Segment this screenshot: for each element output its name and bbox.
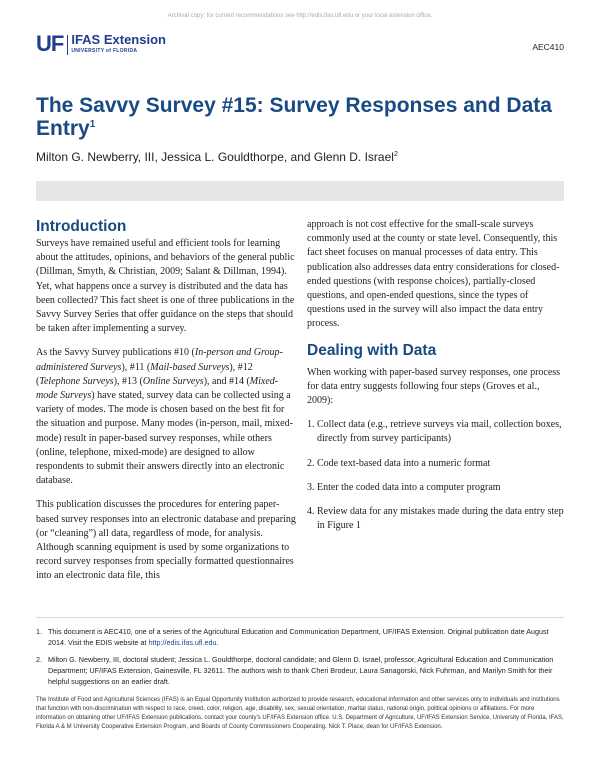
authors-footnote-ref[interactable]: 2: [393, 151, 398, 158]
step-item: 3. Enter the coded data into a computer program: [307, 481, 501, 493]
p2-text-k: ) have stated, survey data can be collected using a variety of modes. The mode is chosen based on the best fit for the situation and purpose. Many modes (in-person, mail, mixed-mode) result in paper-based survey responses, while others (online, telephone, mixed-mode) are designed to allow respondents to submit their answers directly into an electronic database.: [36, 390, 293, 487]
p2-text-i: ), and #14 (: [203, 375, 250, 387]
page-title: [36, 94, 556, 140]
p2-text-g: ), #13 (: [113, 375, 143, 387]
p2-text-e: ), #12 (: [36, 361, 253, 387]
intro-paragraph-1: Surveys have remained useful and efficient tools for learning about the attitudes, opinions, and behaviors of the general public (Dillman, Smyth, & Christian, 2009; Salant & Dillman, 1994). Yet, what happens once a survey is distributed and the data has been collected? This fact sheet is one of three publications in the Savvy Survey Series that offer guidance on the steps that should be taken after implementing a survey.: [36, 238, 295, 335]
p2-title-inperson: In-person and Group-administered Surveys: [36, 347, 283, 373]
footnote-divider: [36, 617, 564, 618]
equal-opportunity-disclaimer: The Institute of Food and Agricultural Sciences (IFAS) is an Equal Opportunity Institution authorized to provide research, educational information and other services only to individuals and institutions that function with non-discrimination with respect to race, creed, color, religion, age, disability, sex, sexual orientation, marital status, national origin, political opinions or affiliations. For more information on obtaining other UF/IFAS Extension publications, contact your county’s UF/IFAS Extension office. U.S. Department of Agriculture, UF/IFAS Extension Service, University of Florida, IFAS, Florida A & M University Cooperative Extension Program, and Boards of County Commissioners Cooperating. Nick T. Place, dean for UF/IFAS Extension.: [36, 697, 564, 730]
authors-text: Milton G. Newberry, III, Jessica L. Gouldthorpe, and Glenn D. Israel: [36, 150, 394, 164]
document-id: AEC410: [532, 42, 564, 52]
data-entry-steps: [307, 418, 567, 533]
footnote-text: [48, 626, 560, 648]
p2-title-mail: Mail-based Surveys: [150, 361, 230, 373]
p2-text-c: ), #11 (: [121, 361, 151, 373]
logo-uf-mark: UF: [36, 31, 64, 56]
intro-paragraph-2: [36, 346, 296, 488]
right-paragraph-2: When working with paper-based survey responses, one process for data entry suggests following four steps (Groves et al., 2009):: [307, 366, 561, 407]
introduction-heading: Introduction: [36, 218, 127, 235]
p2-title-online: Online Surveys: [142, 375, 204, 387]
footnote-number: 1.: [36, 627, 42, 636]
right-column: [307, 218, 567, 543]
step-item: 2. Code text-based data into a numeric format: [307, 457, 491, 469]
p2-title-telephone: Telephone Surveys: [39, 375, 114, 387]
footnote-number: 2.: [36, 655, 42, 664]
footnote-1: [36, 626, 564, 648]
p2-title-mixed-mode: Mixed-mode Surveys: [36, 375, 279, 402]
uf-ifas-logo[interactable]: [36, 33, 166, 55]
p2-text-a: As the Savvy Survey publications #10 (: [36, 347, 195, 359]
logo-text: [71, 33, 166, 54]
right-paragraph-1: approach is not cost effective for the small-scale surveys commonly used at the county or state level. Consequently, this fact sheet focuses on manual processes of data entry. This publication also addresses data entry considerations for closed-ended questions (with response choices), partially-closed questions, and open-ended questions, since the types of questions used in the survey will also impact the data entry process.: [307, 219, 560, 330]
logo-ifas-text: IFAS Extension: [71, 32, 166, 47]
authors: [36, 150, 398, 164]
footnote-text: Milton G. Newberry, III, doctoral student; Jessica L. Gouldthorpe, doctoral candidate; and Glenn D. Israel, professor, Agricultural Education and Communication Department; UF/IFAS Extension, Gainesville, FL 32611. The authors wish to thank Cheri Brodeur, Laura Sanagorski, Nick Fuhrman, and Marilyn Smith for their helpful suggestions on an earlier draft.: [48, 655, 554, 686]
edis-link[interactable]: http://edis.ifas.ufl.edu: [148, 638, 217, 647]
intro-paragraph-3: This publication discusses the procedures for entering paper-based survey responses into an electronic database and preparing (or “cleaning”) all data, regardless of mode, for analysis. Although scanning equipment is used by some organizations to record survey responses from specially formatted questionnaires into an electronic data file, this: [36, 499, 296, 582]
footnotes: [36, 626, 564, 693]
logo-university-text: UNIVERSITY of FLORIDA: [71, 48, 138, 54]
page-title-text: The Savvy Survey #15: Survey Responses and Data Entry: [36, 94, 552, 140]
footnote-2: [36, 654, 564, 687]
footnote-1-end: .: [216, 638, 219, 647]
step-item: 1. Collect data (e.g., retrieve surveys via mail, collection boxes, directly from survey participants): [307, 419, 562, 445]
step-item: 4. Review data for any mistakes made during the data entry step in Figure 1: [307, 506, 564, 532]
header-band: [36, 181, 564, 201]
dealing-with-data-heading: Dealing with Data: [307, 341, 437, 359]
title-footnote-ref[interactable]: 1: [89, 119, 96, 130]
archival-note: Archival copy: for current recommendations see http://edis.ifas.ufl.edu or your local extension office.: [167, 13, 433, 19]
footnote-1-body: This document is AEC410, one of a series of the Agricultural Education and Communication Department, UF/IFAS Extension. Original publication date August 2014. Visit the EDIS website at: [48, 627, 549, 647]
left-column: [36, 218, 296, 594]
logo-divider: [67, 35, 68, 55]
